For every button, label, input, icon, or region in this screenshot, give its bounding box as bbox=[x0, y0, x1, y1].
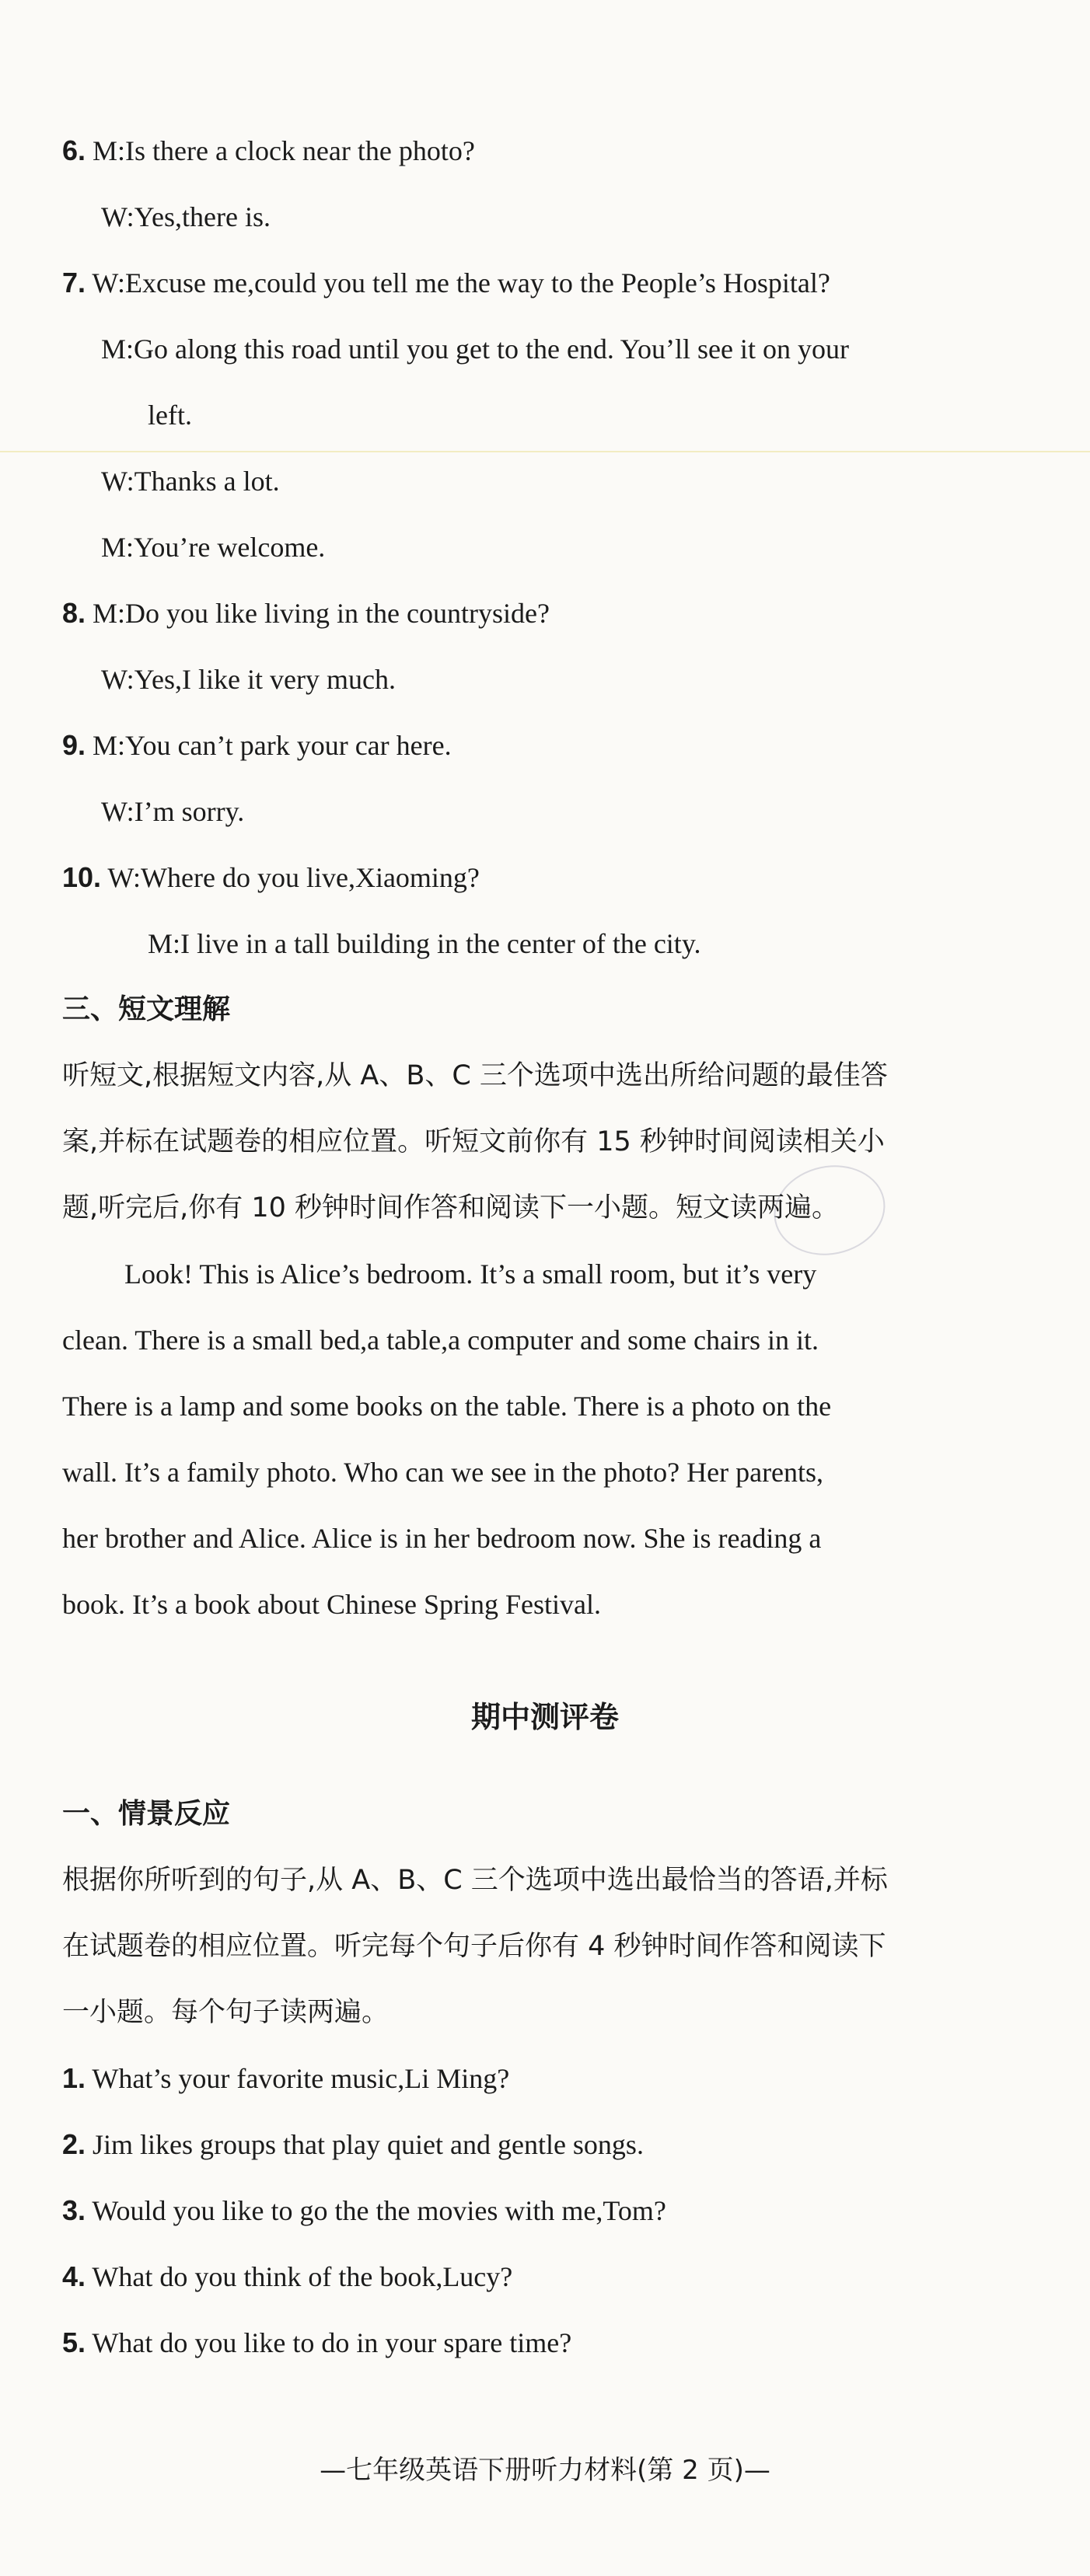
dialogue-line bbox=[101, 529, 325, 566]
item-number: 10. bbox=[62, 861, 102, 893]
dialogue-line bbox=[62, 727, 452, 764]
question-line bbox=[62, 2258, 512, 2295]
passage-line: clean. There is a small bed,a table,a computer and some chairs in it. bbox=[62, 1325, 819, 1356]
instruction-line: 听短文,根据短文内容,从 A、B、C 三个选项中选出所给问题的最佳答 bbox=[62, 1060, 888, 1091]
question-text: Jim likes groups that play quiet and gentle songs. bbox=[86, 2129, 644, 2160]
passage-line: her brother and Alice. Alice is in her bedroom now. She is reading a bbox=[62, 1523, 822, 1554]
dialogue-text: W:Thanks a lot. bbox=[101, 466, 280, 497]
dialogue-text: left. bbox=[148, 400, 192, 431]
item-number: 1. bbox=[62, 2062, 86, 2094]
question-text: Would you like to go the the movies with me,Tom? bbox=[86, 2195, 666, 2226]
item-number: 2. bbox=[62, 2128, 86, 2160]
item-number: 4. bbox=[62, 2260, 86, 2292]
dialogue-text: W:Excuse me,could you tell me the way to the People’s Hospital? bbox=[86, 267, 830, 298]
page-footer: —七年级英语下册听力材料(第 2 页)— bbox=[320, 2455, 770, 2486]
dialogue-line bbox=[62, 859, 480, 896]
question-text: What’s your favorite music,Li Ming? bbox=[86, 2063, 510, 2094]
dialogue-line bbox=[101, 198, 271, 236]
dialogue-text: M:Go along this road until you get to the end. You’ll see it on your bbox=[101, 333, 849, 365]
dialogue-line bbox=[101, 462, 280, 500]
item-number: 5. bbox=[62, 2326, 86, 2358]
dialogue-text: M:You can’t park your car here. bbox=[86, 730, 452, 761]
dialogue-text: W:I’m sorry. bbox=[101, 796, 245, 827]
passage-line: There is a lamp and some books on the table. There is a photo on the bbox=[62, 1391, 832, 1422]
question-line bbox=[62, 2126, 644, 2163]
question-text: What do you like to do in your spare time? bbox=[86, 2327, 572, 2358]
dialogue-line bbox=[148, 925, 700, 962]
item-number: 6. bbox=[62, 134, 86, 166]
dialogue-text: W:Yes,there is. bbox=[101, 201, 271, 232]
section-heading: 一、情景反应 bbox=[62, 1798, 231, 1830]
dialogue-line bbox=[62, 132, 475, 169]
instruction-line: 根据你所听到的句子,从 A、B、C 三个选项中选出最恰当的答语,并标 bbox=[62, 1865, 888, 1896]
dialogue-line bbox=[101, 330, 849, 368]
passage-line: Look! This is Alice’s bedroom. It’s a small room, but it’s very bbox=[124, 1258, 817, 1290]
item-number: 8. bbox=[62, 597, 86, 629]
item-number: 9. bbox=[62, 729, 86, 761]
dialogue-line bbox=[62, 264, 830, 302]
instruction-line: 一小题。每个句子读两遍。 bbox=[62, 1997, 390, 2028]
question-text: What do you think of the book,Lucy? bbox=[86, 2261, 513, 2292]
dialogue-text: M:I live in a tall building in the center of the city. bbox=[148, 928, 701, 959]
instruction-line: 案,并标在试题卷的相应位置。听短文前你有 15 秒钟时间阅读相关小 bbox=[62, 1126, 885, 1157]
instruction-line: 在试题卷的相应位置。听完每个句子后你有 4 秒钟时间作答和阅读下 bbox=[62, 1931, 886, 1962]
question-line bbox=[62, 2060, 509, 2097]
dialogue-text: W:Yes,I like it very much. bbox=[101, 664, 396, 695]
stamp-mark bbox=[766, 1155, 894, 1265]
dialogue-text: M:You’re welcome. bbox=[101, 532, 326, 563]
dialogue-line bbox=[101, 661, 396, 698]
dialogue-text: W:Where do you live,Xiaoming? bbox=[101, 862, 480, 893]
fold-line bbox=[0, 451, 1090, 452]
dialogue-line bbox=[62, 595, 550, 632]
instruction-line: 题,听完后,你有 10 秒钟时间作答和阅读下一小题。短文读两遍。 bbox=[62, 1192, 840, 1223]
dialogue-text: M:Is there a clock near the photo? bbox=[86, 135, 475, 166]
item-number: 3. bbox=[62, 2194, 86, 2226]
dialogue-line bbox=[101, 793, 244, 830]
question-line bbox=[62, 2192, 666, 2229]
dialogue-text: M:Do you like living in the countryside? bbox=[86, 598, 550, 629]
section-heading: 三、短文理解 bbox=[62, 993, 231, 1025]
item-number: 7. bbox=[62, 267, 86, 298]
question-line bbox=[62, 2324, 571, 2361]
midterm-title: 期中测评卷 bbox=[470, 1700, 619, 1734]
passage-line: book. It’s a book about Chinese Spring Festival. bbox=[62, 1589, 601, 1620]
passage-line: wall. It’s a family photo. Who can we see in the photo? Her parents, bbox=[62, 1457, 824, 1488]
dialogue-line bbox=[148, 396, 192, 434]
